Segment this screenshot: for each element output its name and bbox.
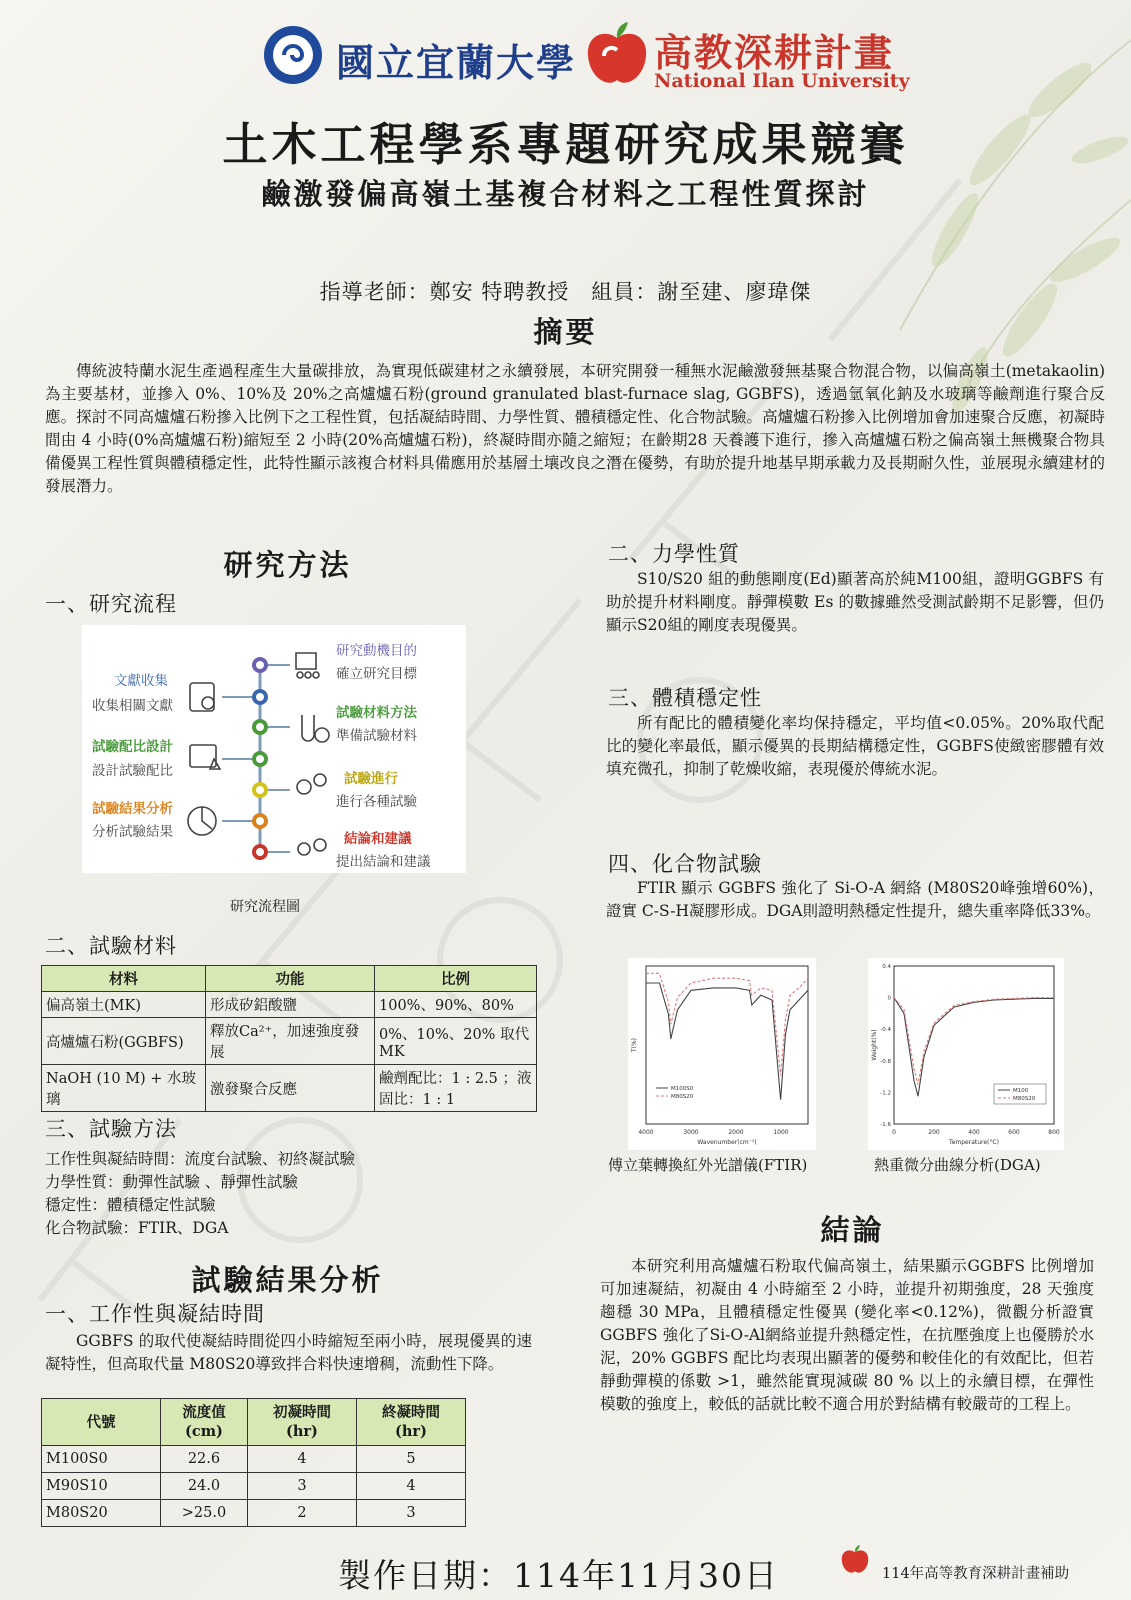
ftir-y-axis-label: T(%) xyxy=(631,1037,638,1053)
poster-title: 土木工程學系專題研究成果競賽 xyxy=(222,118,909,171)
ftir-x-tick-label: 1000 xyxy=(773,1129,789,1136)
table-row xyxy=(42,1473,466,1500)
ftir-x-tick-label: 2000 xyxy=(728,1129,744,1136)
dga-y-tick-label: -0.8 xyxy=(880,1058,891,1065)
flow-step-desc: 確立研究目標 xyxy=(336,666,417,682)
table-header-cell: 代號 xyxy=(42,1399,161,1446)
flow-step-desc: 分析試驗結果 xyxy=(92,824,173,840)
table-cell: 3 xyxy=(356,1500,465,1527)
volume-heading: 三、體積穩定性 xyxy=(608,686,762,710)
flow-step-desc: 設計試驗配比 xyxy=(92,763,173,779)
table-cell: 24.0 xyxy=(161,1473,248,1500)
table-row xyxy=(42,992,537,1018)
test-methods-heading: 三、試驗方法 xyxy=(45,1117,177,1141)
results-heading: 試驗結果分析 xyxy=(191,1263,384,1297)
dga-y-tick-label: -1.6 xyxy=(880,1122,891,1128)
dga-series-line xyxy=(894,998,1054,1085)
table-cell: 鹼劑配比：1 : 2.5 ；液固比：1 : 1 xyxy=(375,1065,537,1112)
table-header-row xyxy=(42,966,537,992)
ftir-x-tick-label: 4000 xyxy=(638,1129,654,1136)
table-cell: 激發聚合反應 xyxy=(206,1065,375,1112)
program-name: 高教深耕計畫 xyxy=(654,30,895,75)
test-method-line: 工作性與凝結時間：流度台試驗、初終凝試驗 xyxy=(45,1150,356,1168)
table-row xyxy=(42,1018,537,1065)
mechanical-heading: 二、力學性質 xyxy=(608,542,740,566)
dga-y-tick-label: 0.4 xyxy=(882,964,891,970)
table-header-cell: 初凝時間 (hr) xyxy=(247,1399,356,1446)
authors-line: 指導老師：鄭安 特聘教授 組員：謝至建、廖瑋傑 xyxy=(319,280,812,304)
table-header-cell: 比例 xyxy=(375,966,537,992)
setting-text: GGBFS 的取代使凝結時間從四小時縮短至兩小時，展現優異的速凝特性，但高取代量 M80S20導致拌合料快速增稠，流動性下降。 xyxy=(45,1332,532,1373)
flow-node xyxy=(252,844,268,860)
mechanical-text: S10/S20 組的動態剛度(Ed)顯著高於純M100組，證明GGBFS 有助於提升材料剛度。靜彈模數 Es 的數據雖然受測試齡期不足影響，但仍顯示S20組的剛度表現優異。 xyxy=(606,570,1104,634)
flow-node xyxy=(252,782,268,798)
flow-node xyxy=(252,751,268,767)
poster-subtitle: 鹼激發偏高嶺土基複合材料之工程性質探討 xyxy=(261,177,870,211)
table-cell: 偏高嶺土(MK) xyxy=(42,992,206,1018)
dga-x-tick-label: 800 xyxy=(1048,1129,1060,1136)
flow-step-title: 結論和建議 xyxy=(344,831,412,847)
setting-time-table xyxy=(41,1398,466,1527)
dga-y-tick-label: -1.2 xyxy=(880,1090,891,1097)
dga-x-tick-label: 600 xyxy=(1008,1129,1020,1136)
flow-caption: 研究流程圖 xyxy=(230,899,300,915)
table-row xyxy=(42,1065,537,1112)
materials-table xyxy=(41,965,537,1112)
table-header-cell: 終凝時間 (hr) xyxy=(356,1399,465,1446)
table-header-cell: 流度值 (cm) xyxy=(161,1399,248,1446)
test-method-line: 化合物試驗：FTIR、DGA xyxy=(45,1219,229,1237)
funding-note: 114年高等教育深耕計畫補助 xyxy=(882,1566,1070,1582)
flow-step-title: 研究動機目的 xyxy=(336,643,417,659)
abstract-heading: 摘要 xyxy=(533,315,598,349)
table-cell: 22.6 xyxy=(161,1446,248,1473)
flow-node xyxy=(252,689,268,705)
table-cell: 釋放Ca²⁺，加速強度發展 xyxy=(206,1018,375,1065)
conclusion-heading: 結論 xyxy=(820,1213,885,1247)
flow-node xyxy=(252,657,268,673)
table-header-cell: 功能 xyxy=(206,966,375,992)
test-methods-list xyxy=(45,1148,355,1240)
flow-step-title: 試驗結果分析 xyxy=(92,801,173,817)
test-method-line: 力學性質：動彈性試驗 、靜彈性試驗 xyxy=(45,1173,298,1191)
program-apple-logo xyxy=(584,20,650,90)
dga-y-tick-label: -0.4 xyxy=(880,1027,891,1034)
flow-step-title: 試驗配比設計 xyxy=(92,739,173,755)
table-cell: M100S0 xyxy=(42,1446,161,1473)
ftir-x-axis-label: Wavenumber(cm⁻¹) xyxy=(697,1139,757,1146)
abstract-text: 傳統波特蘭水泥生產過程產生大量碳排放，為實現低碳建材之永續發展，本研究開發一種無水泥鹼激發無基聚合物混合物，以偏高嶺土(metakaolin)為主要基材，並摻入 0%、10%及 20%之高爐爐石粉(ground granulated blast-furnace slag, GGBFS)，透過氫氧化鈉及水玻璃等鹼劑進行聚合反應。探討不同高爐爐石粉摻入比例下之工程性質，包括凝結時間、力學性質、體積穩定性、化合物試驗。高爐爐石粉摻入比例增加會加速聚合反應，初凝時間由 4 小時(0%高爐爐石粉)縮短至 2 小時(20%高爐爐石粉)，終凝時間亦隨之縮短；在齡期28 天養護下進行，摻入高爐爐石粉之偏高嶺土無機聚合物具備優異工程性質與體積穩定性，此特性顯示該複合材料具備應用於基層土壤改良之潛在優勢，有助於提升地基早期承載力及長期耐久性，並展現永續建材的發展潛力。 xyxy=(45,362,1105,495)
flow-heading: 一、研究流程 xyxy=(45,592,177,616)
table-cell: 4 xyxy=(247,1446,356,1473)
table-row xyxy=(42,1446,466,1473)
flow-step-title: 文獻收集 xyxy=(114,673,168,689)
conclusion-text: 本研究利用高爐爐石粉取代偏高嶺土，結果顯示GGBFS 比例增加可加速凝結，初凝由 4 小時縮至 2 小時，並提升初期強度，28 天強度趨穩 30 MPa，且體積穩定性優異 (變化率<0.12%)，微觀分析證實 GGBFS 強化了Si-O-Al網絡並提升熱穩定性，在抗壓強度上也優勝於水泥，20% GGBFS 配比均表現出顯著的優勢和較佳化的有效配比，但若靜動彈模的係數 >1，雖然能實現減碳 80 % 以上的永續目標，在彈性模數的強度上，較低的話就比較不適合用於對結構有較嚴苛的工程上。 xyxy=(600,1257,1094,1413)
flow-step-title: 試驗材料方法 xyxy=(336,705,417,721)
dga-x-tick-label: 0 xyxy=(892,1129,896,1136)
table-cell: 2 xyxy=(247,1500,356,1527)
table-cell: M90S10 xyxy=(42,1473,161,1500)
production-date: 製作日期：114年11月30日 xyxy=(338,1556,779,1595)
table-header-cell: 材料 xyxy=(42,966,206,992)
footer-apple-logo xyxy=(840,1544,870,1576)
table-cell: NaOH (10 M) + 水玻璃 xyxy=(42,1065,206,1112)
flow-node xyxy=(252,719,268,735)
university-name: 國立宜蘭大學 xyxy=(336,40,577,85)
dga-caption: 熱重微分曲線分析(DGA) xyxy=(874,1156,1041,1174)
table-cell: 形成矽鋁酸鹽 xyxy=(206,992,375,1018)
table-cell: 高爐爐石粉(GGBFS) xyxy=(42,1018,206,1065)
table-header-row xyxy=(42,1399,466,1446)
dga-legend-label: M80S20 xyxy=(1013,1096,1036,1102)
university-logo xyxy=(262,24,324,86)
volume-text: 所有配比的體積變化率均保持穩定，平均值<0.05%。20%取代配比的變化率最低，顯示優異的長期結構穩定性，GGBFS使緻密膠體有效填充微孔，抑制了乾燥收縮，表現優於傳統水泥。 xyxy=(606,714,1104,778)
setting-heading: 一、工作性與凝結時間 xyxy=(45,1302,265,1326)
ftir-legend-label: M80S20 xyxy=(671,1094,694,1100)
table-row xyxy=(42,1500,466,1527)
test-method-line: 穩定性：體積穩定性試驗 xyxy=(45,1196,216,1214)
table-cell: 4 xyxy=(356,1473,465,1500)
research-flow-diagram xyxy=(82,625,466,873)
flow-step-desc: 進行各種試驗 xyxy=(336,794,417,810)
dga-chart xyxy=(868,958,1064,1150)
table-cell: 0%、10%、20% 取代 MK xyxy=(375,1018,537,1065)
materials-heading: 二、試驗材料 xyxy=(45,934,177,958)
table-cell: >25.0 xyxy=(161,1500,248,1527)
ftir-x-tick-label: 3000 xyxy=(683,1129,699,1136)
dga-y-tick-label: 0 xyxy=(887,995,891,1002)
flow-step-desc: 提出結論和建議 xyxy=(336,854,431,870)
ftir-caption: 傅立葉轉換紅外光譜儀(FTIR) xyxy=(608,1156,808,1174)
flow-step-desc: 收集相關文獻 xyxy=(92,698,173,714)
dga-x-tick-label: 400 xyxy=(968,1129,980,1136)
header-logos xyxy=(262,18,910,98)
program-name-english: National Ilan University xyxy=(654,70,910,92)
dga-x-tick-label: 200 xyxy=(928,1129,940,1136)
ftir-chart xyxy=(628,958,816,1150)
table-cell: M80S20 xyxy=(42,1500,161,1527)
methods-heading: 研究方法 xyxy=(223,548,352,582)
table-cell: 3 xyxy=(247,1473,356,1500)
table-cell: 100%、90%、80% xyxy=(375,992,537,1018)
ftir-legend-label: M100S0 xyxy=(671,1086,694,1092)
dga-y-axis-label: Weight(%) xyxy=(871,1029,878,1061)
flow-step-desc: 準備試驗材料 xyxy=(336,728,417,744)
dga-series-line xyxy=(894,998,1054,1097)
compound-text: FTIR 顯示 GGBFS 強化了 Si-O-A 網絡 (M80S20峰強增60%)，證實 C-S-H凝膠形成。DGA則證明熱穩定性提升，總失重率降低33%。 xyxy=(606,879,1104,920)
dga-x-axis-label: Temperature(°C) xyxy=(949,1139,999,1146)
compound-heading: 四、化合物試驗 xyxy=(608,852,762,876)
flow-step-title: 試驗進行 xyxy=(344,771,398,787)
dga-legend-label: M100 xyxy=(1013,1088,1029,1094)
table-cell: 5 xyxy=(356,1446,465,1473)
flow-node xyxy=(252,813,268,829)
